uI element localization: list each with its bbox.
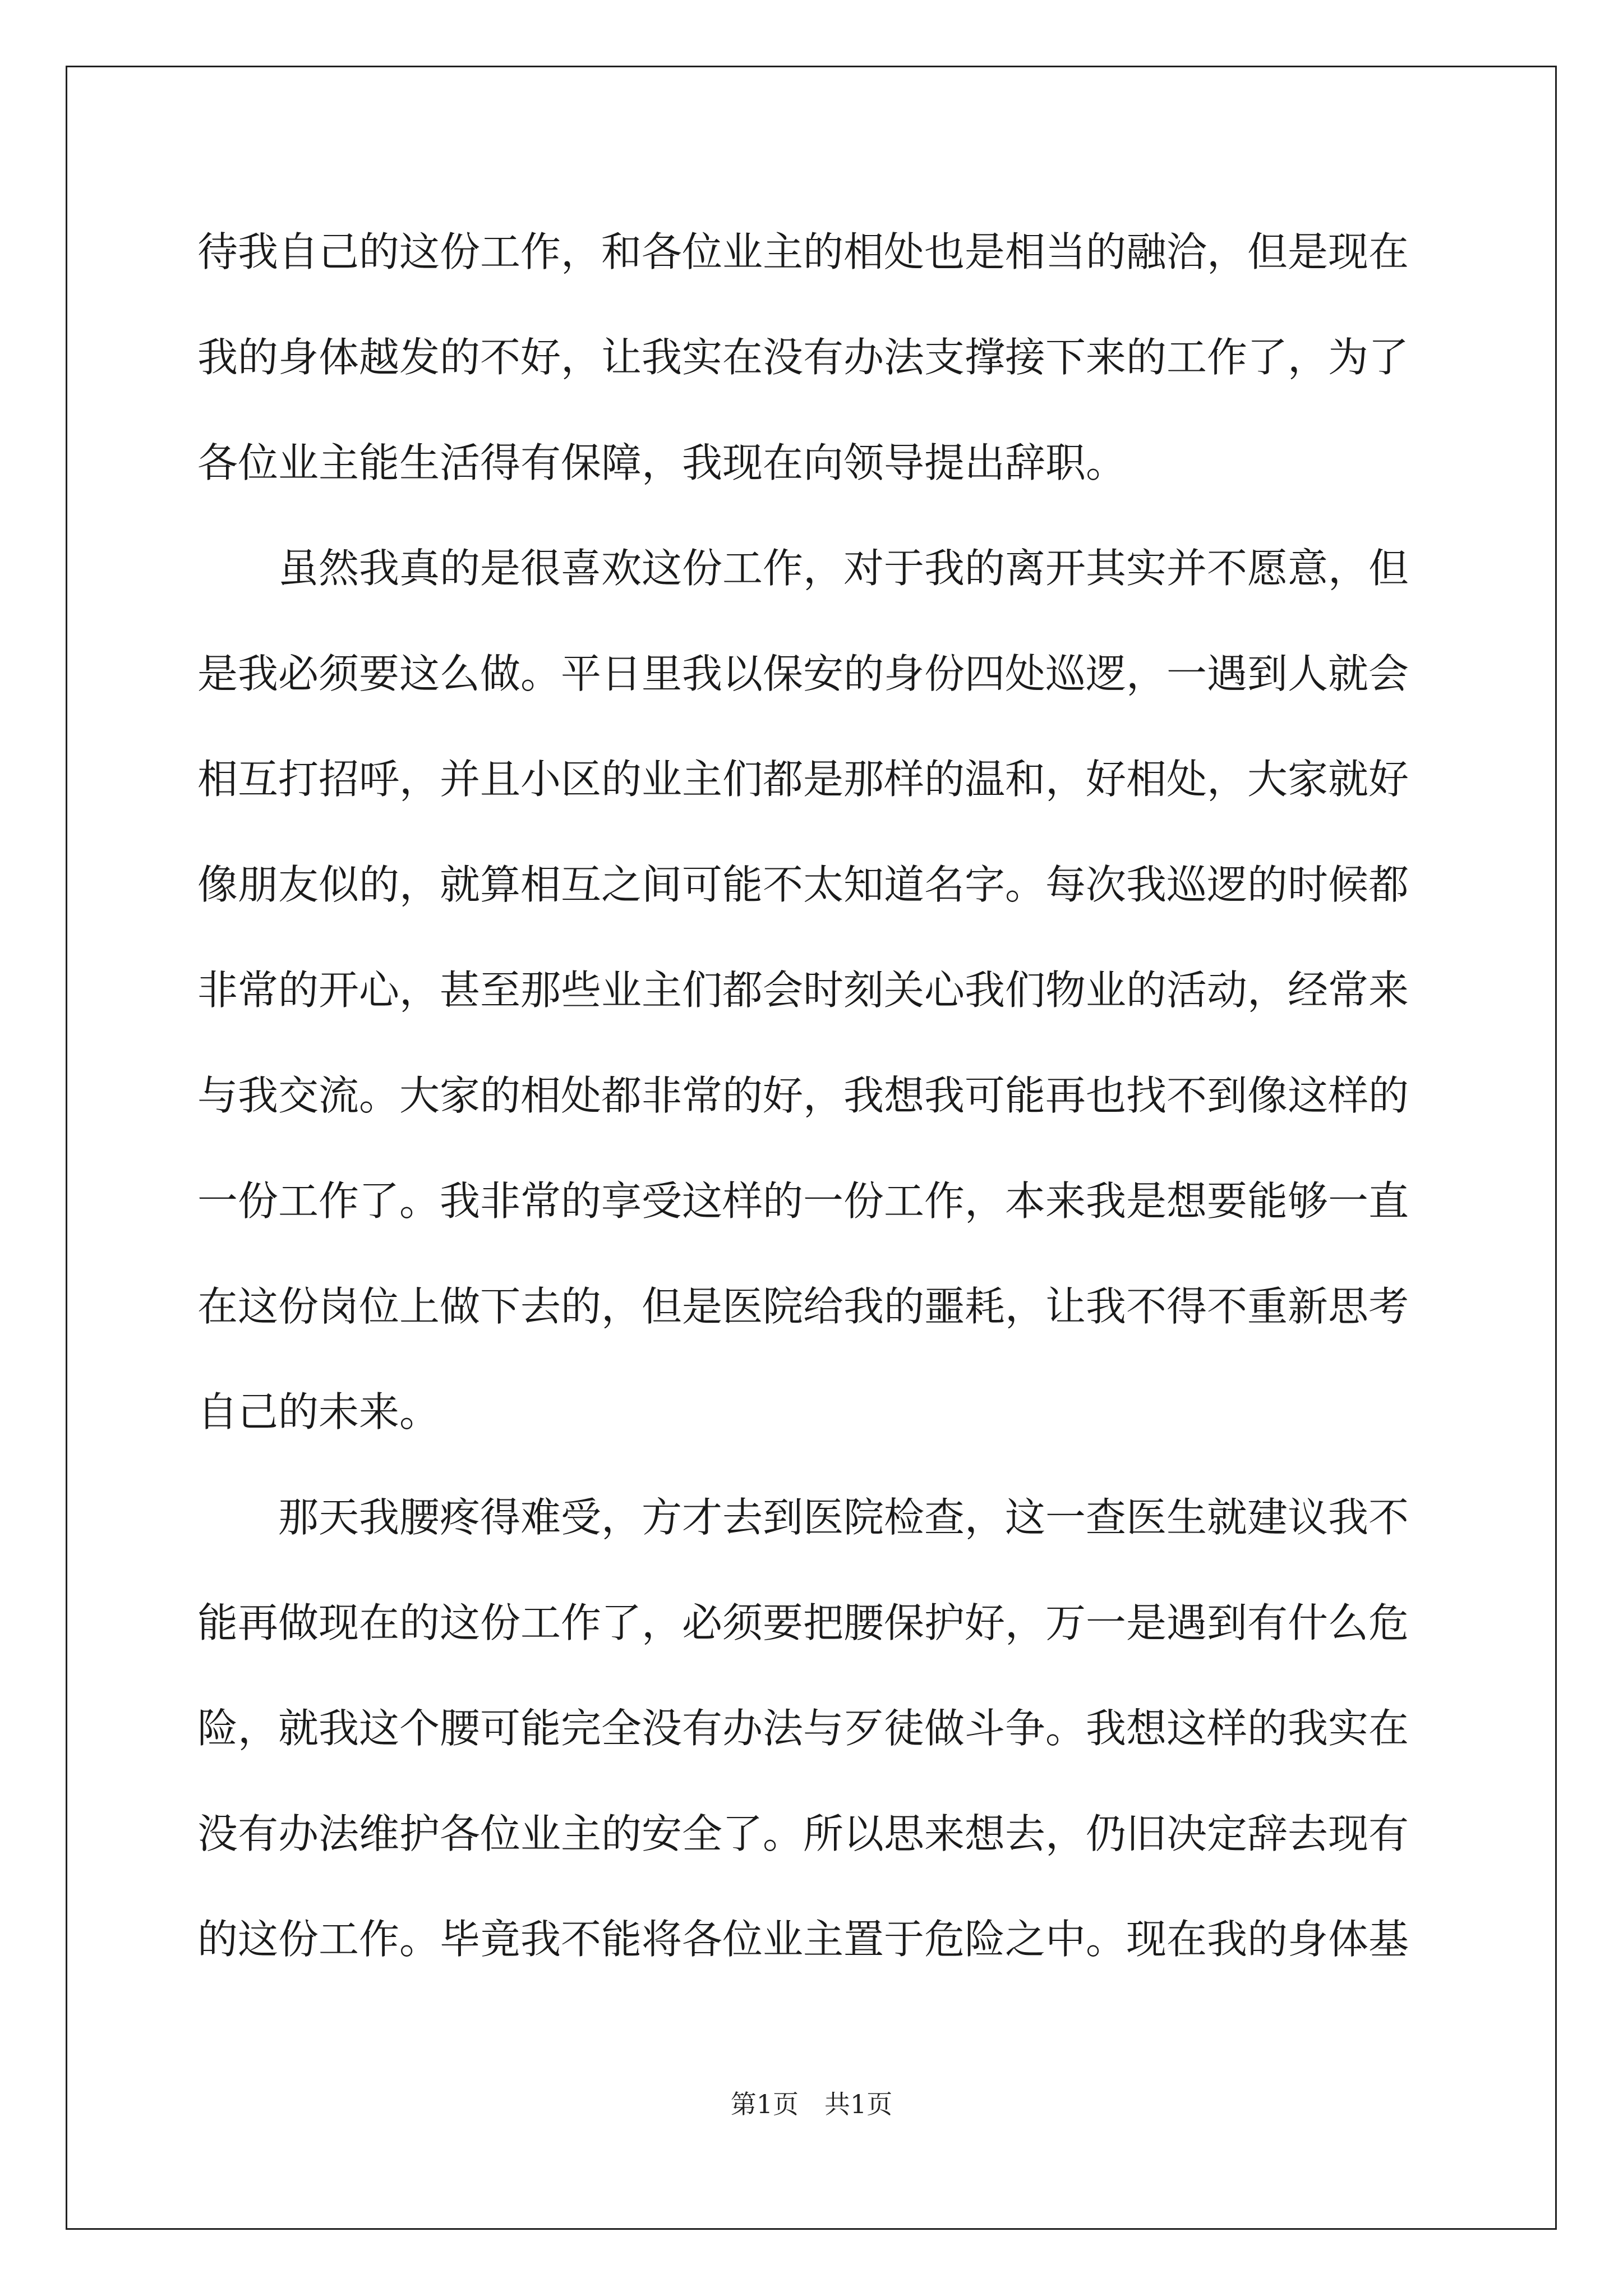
text-line: 是我必须要这么做。平日里我以保安的身份四处巡逻，一遇到人就会 bbox=[197, 650, 1409, 697]
text-line: 与我交流。大家的相处都非常的好，我想我可能再也找不到像这样的 bbox=[197, 1072, 1409, 1119]
text-line: 在这份岗位上做下去的，但是医院给我的噩耗，让我不得不重新思考 bbox=[197, 1283, 1409, 1330]
text-line: 险，就我这个腰可能完全没有办法与歹徒做斗争。我想这样的我实在 bbox=[197, 1705, 1409, 1752]
text-line: 那天我腰疼得难受，方才去到医院检查，这一查医生就建议我不 bbox=[197, 1494, 1409, 1541]
page-number-footer: 第1页 共1页 bbox=[730, 2089, 893, 2119]
text-line: 我的身体越发的不好，让我实在没有办法支撑接下来的工作了，为了 bbox=[197, 334, 1409, 381]
text-line: 像朋友似的，就算相互之间可能不太知道名字。每次我巡逻的时候都 bbox=[197, 861, 1409, 908]
text-line: 非常的开心，甚至那些业主们都会时刻关心我们物业的活动，经常来 bbox=[197, 967, 1409, 1014]
text-line: 相互打招呼，并且小区的业主们都是那样的温和，好相处，大家就好 bbox=[197, 756, 1409, 803]
text-line: 各位业主能生活得有保障，我现在向领导提出辞职。 bbox=[197, 439, 1127, 486]
text-line: 的这份工作。毕竟我不能将各位业主置于危险之中。现在我的身体基 bbox=[197, 1916, 1409, 1963]
text-line: 待我自己的这份工作，和各位业主的相处也是相当的融洽，但是现在 bbox=[197, 228, 1409, 275]
text-line: 能再做现在的这份工作了，必须要把腰保护好，万一是遇到有什么危 bbox=[197, 1599, 1409, 1646]
text-line: 虽然我真的是很喜欢这份工作，对于我的离开其实并不愿意，但 bbox=[197, 545, 1409, 592]
text-line: 没有办法维护各位业主的安全了。所以思来想去，仍旧决定辞去现有 bbox=[197, 1810, 1409, 1857]
text-line: 自己的未来。 bbox=[197, 1388, 440, 1435]
text-line: 一份工作了。我非常的享受这样的一份工作，本来我是想要能够一直 bbox=[197, 1177, 1409, 1225]
